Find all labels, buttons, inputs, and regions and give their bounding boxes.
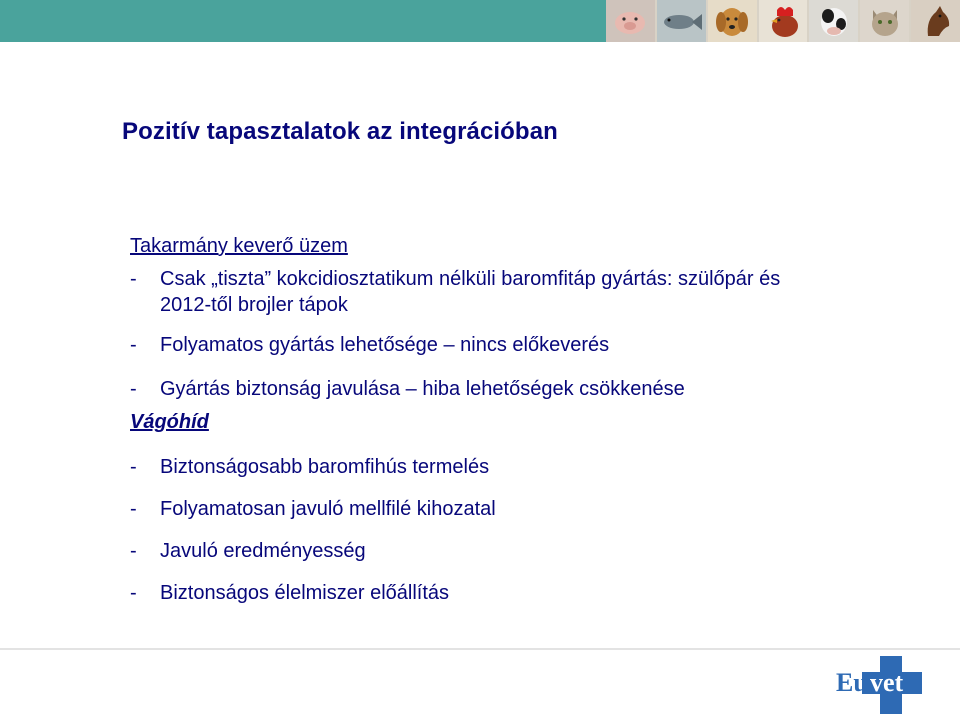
section-heading-feed-mill: Takarmány keverő üzem xyxy=(130,235,348,257)
list-item xyxy=(130,538,890,564)
bullet-dash: - xyxy=(130,498,137,520)
bullet-text: Folyamatosan javuló mellfilé kihozatal xyxy=(160,498,496,520)
list-item xyxy=(130,376,890,402)
list-item xyxy=(130,496,890,522)
bullet-dash: - xyxy=(130,456,137,478)
bullet-dash: - xyxy=(130,268,137,290)
bullet-text: Javuló eredményesség xyxy=(160,540,366,562)
list-item xyxy=(130,332,890,358)
dog-icon xyxy=(708,0,757,42)
rooster-icon xyxy=(759,0,808,42)
bullet-text: Biztonságosabb baromfihús termelés xyxy=(160,456,490,478)
pig-icon xyxy=(606,0,655,42)
horse-icon xyxy=(911,0,960,42)
bullet-text: Biztonságos élelmiszer előállítás xyxy=(160,582,450,604)
section-heading-slaughterhouse: Vágóhíd xyxy=(130,411,209,433)
section-feed-mill xyxy=(130,232,890,402)
bullet-dash: - xyxy=(130,378,137,400)
animal-photo-strip xyxy=(606,0,960,42)
euvet-logo xyxy=(832,656,928,716)
section-slaughterhouse xyxy=(130,408,890,606)
bullet-dash: - xyxy=(130,540,137,562)
cow-icon xyxy=(809,0,858,42)
fish-icon xyxy=(657,0,706,42)
list-item xyxy=(130,580,890,606)
bullet-dash: - xyxy=(130,582,137,604)
slide-body xyxy=(130,232,890,606)
cat-icon xyxy=(860,0,909,42)
footer-divider xyxy=(0,648,960,650)
list-item xyxy=(130,454,890,480)
bullet-dash: - xyxy=(130,334,137,356)
logo-text-eu: Eu xyxy=(836,668,868,697)
bullet-text: Gyártás biztonság javulása – hiba lehetőségek csökkenése xyxy=(160,378,685,400)
bullet-text: Csak „tiszta” kokcidiosztatikum nélküli baromfitáp gyártás: szülőpár és 2012-től brojler tápok xyxy=(160,268,781,316)
list-item xyxy=(130,266,890,318)
logo-text-vet: vet xyxy=(870,668,904,697)
slide-title: Pozitív tapasztalatok az integrációban xyxy=(122,118,558,145)
bullet-text: Folyamatos gyártás lehetősége – nincs előkeverés xyxy=(160,334,610,356)
